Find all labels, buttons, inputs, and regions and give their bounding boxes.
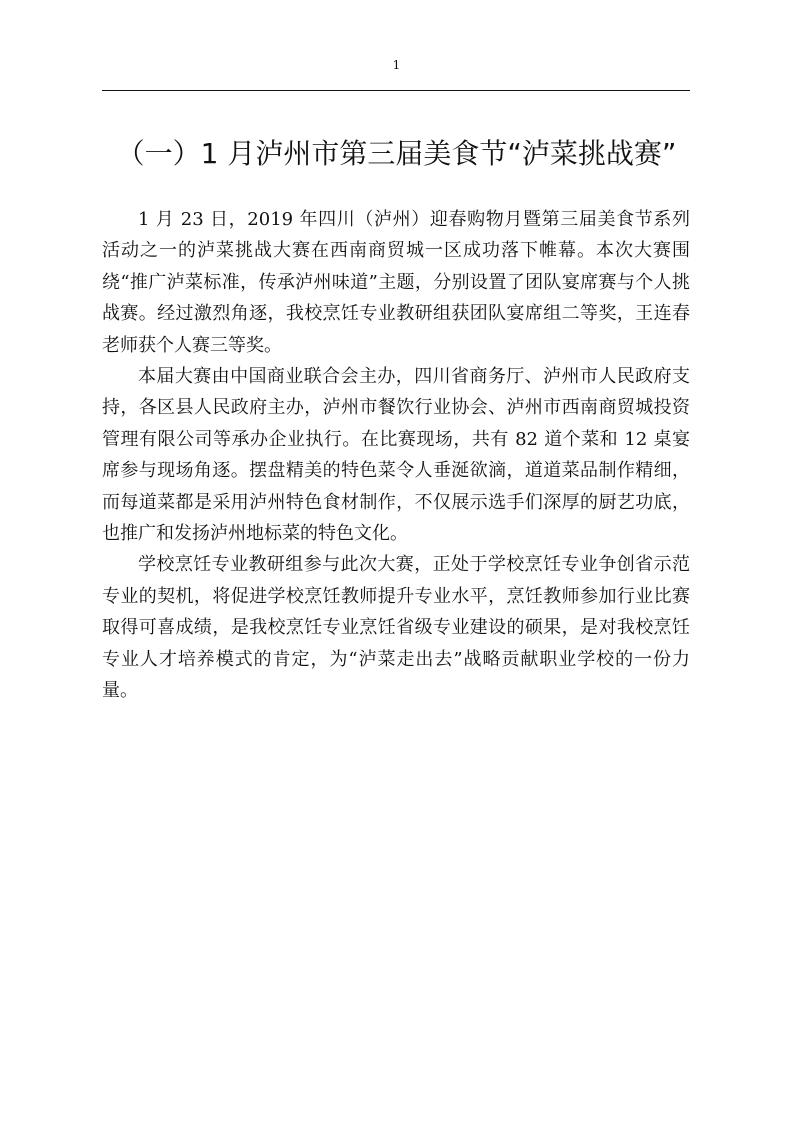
page-number: 1: [392, 58, 401, 72]
paragraph-2: 本届大赛由中国商业联合会主办，四川省商务厅、泸州市人民政府支持，各区县人民政府主办，泸州市餐饮行业协会、泸州市西南商贸城投资管理有限公司等承办企业执行。在比赛现场，共有 82 道个菜和 12 桌宴席参与现场角逐。摆盘精美的特色菜令人垂涎欲滴，道道菜品制作精细，而每道菜都是采用泸州特色食材制作，不仅展示选手们深厚的厨艺功底，也推广和发扬泸州地标菜的特色文化。: [102, 366, 690, 545]
header-divider: [102, 90, 690, 91]
document-title: （一）1 月泸州市第三届美食节“泸菜挑战赛”: [116, 137, 677, 170]
paragraph-3: 学校烹饪专业教研组参与此次大赛，正处于学校烹饪专业争创省示范专业的契机，将促进学校烹饪教师提升专业水平，烹饪教师参加行业比赛取得可喜成绩，是我校烹饪专业烹饪省级专业建设的硕果，是对我校烹饪专业人才培养模式的肯定，为“泸菜走出去”战略贡献职业学校的一份力量。: [102, 554, 690, 702]
document-body: [102, 204, 690, 707]
paragraph-1: 1 月 23 日，2019 年四川（泸州）迎春购物月暨第三届美食节系列活动之一的泸菜挑战大赛在西南商贸城一区成功落下帷幕。本次大赛围绕“推广泸菜标准，传承泸州味道”主题，分别设置了团队宴席赛与个人挑战赛。经过激烈角逐，我校烹饪专业教研组获团队宴席组二等奖，王连春老师获个人赛三等奖。: [102, 209, 690, 356]
